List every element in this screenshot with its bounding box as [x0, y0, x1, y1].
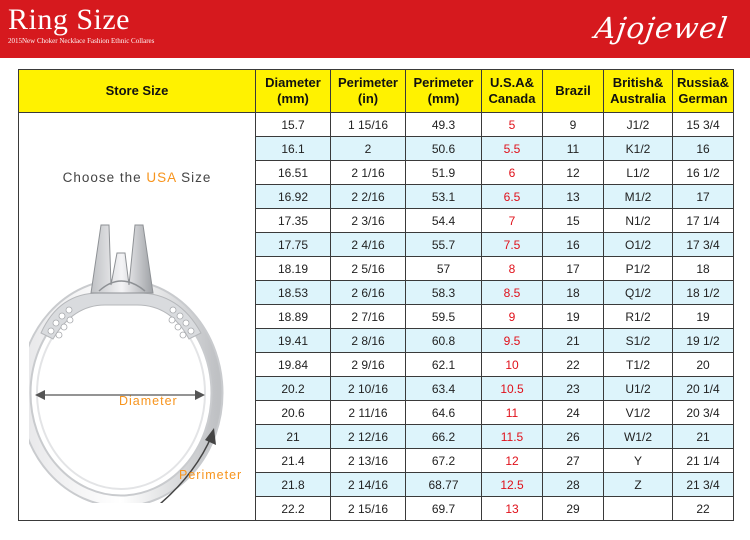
table-cell: 15.7 — [256, 113, 331, 137]
column-header: British& Australia — [604, 70, 673, 113]
table-cell: 60.8 — [406, 329, 482, 353]
table-cell: 16.51 — [256, 161, 331, 185]
table-cell: 69.7 — [406, 497, 482, 521]
table-cell: 49.3 — [406, 113, 482, 137]
table-cell: 68.77 — [406, 473, 482, 497]
table-cell: 5.5 — [482, 137, 543, 161]
table-cell: 10.5 — [482, 377, 543, 401]
table-cell: S1/2 — [604, 329, 673, 353]
table-cell: P1/2 — [604, 257, 673, 281]
table-cell: 18.89 — [256, 305, 331, 329]
table-cell: 18 — [543, 281, 604, 305]
table-cell: 16 1/2 — [673, 161, 734, 185]
table-cell: 2 7/16 — [331, 305, 406, 329]
table-cell: 19 — [673, 305, 734, 329]
table-cell: L1/2 — [604, 161, 673, 185]
table-cell: 26 — [543, 425, 604, 449]
table-cell: 16.1 — [256, 137, 331, 161]
caption-prefix: Choose the — [62, 170, 147, 185]
table-cell: 2 8/16 — [331, 329, 406, 353]
table-cell: 6.5 — [482, 185, 543, 209]
table-cell: 2 2/16 — [331, 185, 406, 209]
table-cell: 6 — [482, 161, 543, 185]
table-cell: 2 11/16 — [331, 401, 406, 425]
table-cell: Q1/2 — [604, 281, 673, 305]
table-cell: 2 10/16 — [331, 377, 406, 401]
table-cell: 20.2 — [256, 377, 331, 401]
store-size-header: Store Size — [19, 70, 256, 113]
column-header: U.S.A& Canada — [482, 70, 543, 113]
table-cell: 16 — [543, 233, 604, 257]
table-cell: 57 — [406, 257, 482, 281]
perimeter-label: Perimeter — [179, 468, 243, 482]
ring-icon — [29, 213, 244, 503]
table-row — [19, 113, 734, 137]
table-cell: 27 — [543, 449, 604, 473]
table-cell: 17.35 — [256, 209, 331, 233]
table-cell: 64.6 — [406, 401, 482, 425]
table-cell — [604, 497, 673, 521]
column-header: Perimeter (mm) — [406, 70, 482, 113]
table-cell: 11 — [543, 137, 604, 161]
table-cell: 54.4 — [406, 209, 482, 233]
table-cell: 16.92 — [256, 185, 331, 209]
table-cell: 17 — [543, 257, 604, 281]
table-cell: 20.6 — [256, 401, 331, 425]
table-cell: 2 13/16 — [331, 449, 406, 473]
table-cell: 20 — [673, 353, 734, 377]
table-cell: 10 — [482, 353, 543, 377]
table-cell: 12 — [482, 449, 543, 473]
table-cell: 21 — [256, 425, 331, 449]
brand-logo: Ajojewel — [592, 11, 731, 45]
table-cell: 19 — [543, 305, 604, 329]
caption-highlight: USA — [146, 170, 177, 185]
table-cell: 12 — [543, 161, 604, 185]
ring-illustration-panel — [19, 113, 256, 521]
column-header: Brazil — [543, 70, 604, 113]
table-cell: 29 — [543, 497, 604, 521]
table-cell: 11 — [482, 401, 543, 425]
table-cell: 7.5 — [482, 233, 543, 257]
column-header: Perimeter (in) — [331, 70, 406, 113]
table-cell: 2 15/16 — [331, 497, 406, 521]
table-cell: 51.9 — [406, 161, 482, 185]
table-cell: 21 — [673, 425, 734, 449]
table-cell: O1/2 — [604, 233, 673, 257]
table-cell: 22.2 — [256, 497, 331, 521]
table-cell: 62.1 — [406, 353, 482, 377]
table-cell: 5 — [482, 113, 543, 137]
table-cell: 8.5 — [482, 281, 543, 305]
page-subtitle: 2015New Choker Necklace Fashion Ethnic Collares — [8, 37, 155, 45]
table-cell: 9 — [482, 305, 543, 329]
table-cell: K1/2 — [604, 137, 673, 161]
table-cell: M1/2 — [604, 185, 673, 209]
table-cell: 18 1/2 — [673, 281, 734, 305]
choose-size-caption — [19, 170, 255, 185]
table-cell: Z — [604, 473, 673, 497]
table-cell: U1/2 — [604, 377, 673, 401]
table-cell: 21 3/4 — [673, 473, 734, 497]
table-cell: 2 1/16 — [331, 161, 406, 185]
table-cell: 22 — [543, 353, 604, 377]
table-cell: 12.5 — [482, 473, 543, 497]
table-cell: 8 — [482, 257, 543, 281]
table-cell: 18.19 — [256, 257, 331, 281]
page-title: Ring Size — [8, 3, 130, 36]
table-cell: 21.8 — [256, 473, 331, 497]
table-cell: 2 12/16 — [331, 425, 406, 449]
table-cell: 66.2 — [406, 425, 482, 449]
table-cell: 2 6/16 — [331, 281, 406, 305]
table-cell: 21 1/4 — [673, 449, 734, 473]
brand-block — [8, 4, 154, 46]
table-cell: 2 5/16 — [331, 257, 406, 281]
table-cell: 1 15/16 — [331, 113, 406, 137]
table-cell: 17 3/4 — [673, 233, 734, 257]
table-cell: 2 14/16 — [331, 473, 406, 497]
table-cell: 2 3/16 — [331, 209, 406, 233]
table-cell: 2 4/16 — [331, 233, 406, 257]
table-cell: 23 — [543, 377, 604, 401]
table-cell: 9.5 — [482, 329, 543, 353]
table-cell: 67.2 — [406, 449, 482, 473]
table-cell: 53.1 — [406, 185, 482, 209]
table-cell: 22 — [673, 497, 734, 521]
column-header: Diameter (mm) — [256, 70, 331, 113]
table-cell: T1/2 — [604, 353, 673, 377]
caption-suffix: Size — [176, 170, 212, 185]
table-cell: R1/2 — [604, 305, 673, 329]
table-cell: 18 — [673, 257, 734, 281]
table-cell: 7 — [482, 209, 543, 233]
table-cell: 24 — [543, 401, 604, 425]
table-cell: 50.6 — [406, 137, 482, 161]
table-cell: 18.53 — [256, 281, 331, 305]
table-cell: V1/2 — [604, 401, 673, 425]
diameter-label: Diameter — [119, 394, 178, 408]
table-cell: 17 1/4 — [673, 209, 734, 233]
table-cell: Y — [604, 449, 673, 473]
table-cell: 21 — [543, 329, 604, 353]
table-cell: 15 3/4 — [673, 113, 734, 137]
table-cell: 2 9/16 — [331, 353, 406, 377]
table-cell: 19.41 — [256, 329, 331, 353]
table-cell: 21.4 — [256, 449, 331, 473]
table-cell: N1/2 — [604, 209, 673, 233]
table-cell: 63.4 — [406, 377, 482, 401]
table-cell: W1/2 — [604, 425, 673, 449]
table-cell: 59.5 — [406, 305, 482, 329]
table-cell: 15 — [543, 209, 604, 233]
table-cell: 16 — [673, 137, 734, 161]
table-cell: 17 — [673, 185, 734, 209]
table-cell: 20 1/4 — [673, 377, 734, 401]
table-cell: J1/2 — [604, 113, 673, 137]
table-header-row — [19, 70, 734, 113]
table-cell: 2 — [331, 137, 406, 161]
table-cell: 13 — [482, 497, 543, 521]
column-header: Russia& German — [673, 70, 734, 113]
ring-size-table — [18, 69, 734, 521]
table-cell: 20 3/4 — [673, 401, 734, 425]
table-cell: 55.7 — [406, 233, 482, 257]
table-cell: 9 — [543, 113, 604, 137]
table-cell: 11.5 — [482, 425, 543, 449]
header-banner — [0, 0, 750, 58]
table-cell: 28 — [543, 473, 604, 497]
table-cell: 19.84 — [256, 353, 331, 377]
table-cell: 58.3 — [406, 281, 482, 305]
table-cell: 19 1/2 — [673, 329, 734, 353]
table-cell: 17.75 — [256, 233, 331, 257]
table-cell: 13 — [543, 185, 604, 209]
